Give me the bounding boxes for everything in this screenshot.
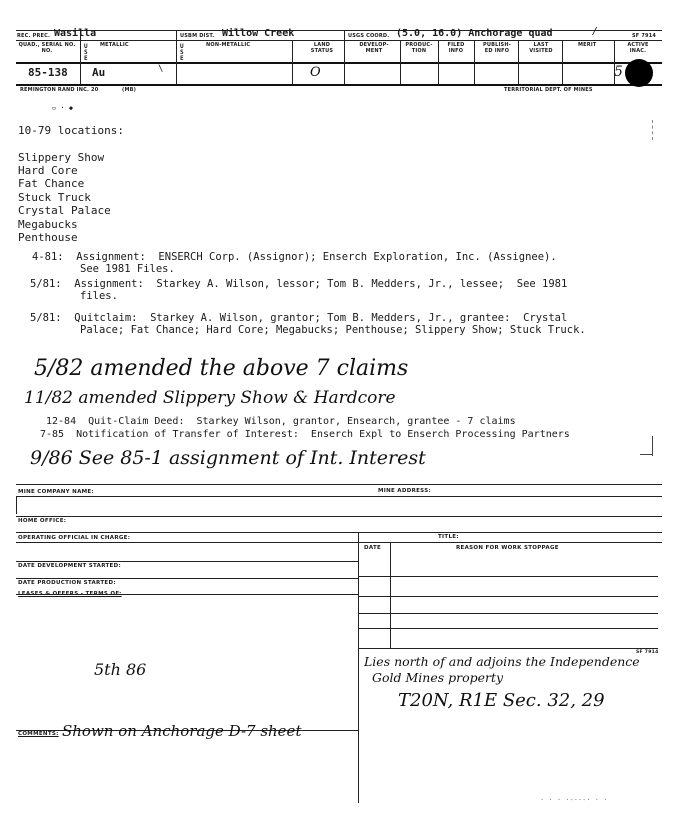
entry-line: 12-84 Quit-Claim Deed: Starkey Wilson, grantor, Ensearch, grantee - 7 claims — [46, 416, 516, 427]
edge-mark — [652, 120, 654, 140]
active-inactive-label: ACTIVE INAC. — [627, 42, 649, 54]
locations-heading: 10-79 locations: — [18, 124, 124, 137]
quad-serial-value: 85-138 — [28, 66, 68, 79]
form-imprint-code: (MB) — [122, 87, 137, 93]
small-code: SF 7914 — [636, 650, 659, 655]
scan-dots: · · · ·-··-· · · — [540, 796, 608, 804]
usgs-coord-value: (5.0, 16.0) Anchorage quad — [396, 28, 553, 39]
header-slash-mark: / — [592, 26, 599, 37]
metallic-value: Au — [92, 66, 106, 79]
land-status-value: O — [310, 65, 321, 80]
page-ref: SF 7914 — [632, 33, 657, 39]
claim-item: Penthouse — [18, 231, 78, 244]
header-side-markers-2: U S E — [180, 43, 184, 62]
tick-mark: \ — [158, 64, 164, 74]
claim-item: Megabucks — [18, 218, 78, 231]
active-dot — [625, 59, 653, 87]
entry-line: files. — [80, 290, 118, 302]
dev-started-label: DATE DEVELOPMENT STARTED: — [18, 563, 121, 569]
prod-started-label: DATE PRODUCTION STARTED: — [18, 580, 116, 586]
development-label: DEVELOP-MENT — [359, 42, 389, 54]
handwritten-note: 9/86 See 85-1 assignment of Int. Interest — [30, 447, 426, 469]
claim-item: Hard Core — [18, 164, 78, 177]
merit-label: MERIT — [578, 42, 597, 48]
claim-item: Slippery Show — [18, 151, 105, 164]
entry-line: 7-85 Notification of Transfer of Interest: Enserch Expl to Enserch Processing Partners — [40, 429, 570, 440]
header-side-markers: U S E — [84, 43, 88, 62]
usbm-dist-value: Willow Creek — [222, 28, 295, 39]
entry-line: 5/81: Assignment: Starkey A. Wilson, lessor; Tom B. Medders, Jr., lessee; See 1981 — [30, 278, 568, 290]
filed-info-label: FILED INFO — [447, 42, 465, 54]
usbm-dist-label: USBM DIST. — [180, 33, 215, 39]
active-dot-scribble: 5 — [614, 64, 623, 80]
entry-line: 5/81: Quitclaim: Starkey A. Wilson, grantor; Tom B. Medders, Jr., grantee: Crystal — [30, 312, 568, 324]
land-status-label: LAND STATUS — [310, 42, 334, 54]
usgs-coord-label: USGS COORD. — [348, 33, 390, 39]
date-col-label: DATE — [364, 545, 382, 551]
claim-item: Stuck Truck — [18, 191, 91, 204]
metallic-label: METALLIC — [100, 42, 129, 48]
home-office-label: HOME OFFICE: — [18, 518, 67, 524]
handwritten-note: 5/82 amended the above 7 claims — [34, 356, 409, 381]
leases-label: LEASES & OFFERS - TERMS OF: — [18, 591, 122, 597]
handwritten-date: 5th 86 — [94, 660, 147, 679]
rec-prec-value: Wasilla — [54, 28, 97, 39]
handwritten-note: 11/82 amended Slippery Show & Hardcore — [24, 388, 396, 408]
entry-line: 4-81: Assignment: ENSERCH Corp. (Assignor); Enserch Exploration, Inc. (Assignee). — [32, 251, 557, 263]
operating-official-label: OPERATING OFFICIAL IN CHARGE: — [18, 535, 131, 541]
title-label: TITLE: — [438, 534, 459, 540]
non-metallic-label: NON-METALLIC — [206, 42, 251, 48]
handwritten-location-note: Gold Mines property — [372, 670, 504, 685]
mine-company-label: MINE COMPANY NAME: — [18, 489, 94, 495]
last-visited-label: LAST VISITED — [529, 42, 553, 54]
claim-item: Crystal Palace — [18, 204, 111, 217]
handwritten-township: T20N, R1E Sec. 32, 29 — [398, 690, 605, 711]
comments-label: COMMENTS: — [18, 731, 59, 737]
scan-speck: ▫ · ◆ — [52, 104, 74, 112]
comments-value: Shown on Anchorage D-7 sheet — [62, 722, 302, 740]
mine-address-label: MINE ADDRESS: — [378, 488, 431, 494]
entry-line: Palace; Fat Chance; Hard Core; Megabucks; Penthouse; Slippery Show; Stuck Truck. — [80, 324, 586, 336]
issuer-label: TERRITORIAL DEPT. OF MINES — [504, 87, 593, 93]
handwritten-location-note: Lies north of and adjoins the Independence — [364, 654, 640, 669]
rec-prec-label: REC. PREC. — [17, 33, 51, 39]
quad-serial-label: QUAD., SERIAL NO. NO. — [18, 42, 76, 54]
edge-mark — [640, 454, 652, 455]
production-label: PRODUC-TION — [405, 42, 433, 54]
claim-item: Fat Chance — [18, 177, 85, 190]
edge-mark — [652, 436, 654, 456]
entry-line: See 1981 Files. — [80, 263, 175, 275]
published-info-label: PUBLISH-ED INFO — [482, 42, 512, 54]
form-imprint: REMINGTON RAND INC. 20 — [20, 87, 99, 93]
reason-col-label: REASON FOR WORK STOPPAGE — [456, 545, 559, 551]
